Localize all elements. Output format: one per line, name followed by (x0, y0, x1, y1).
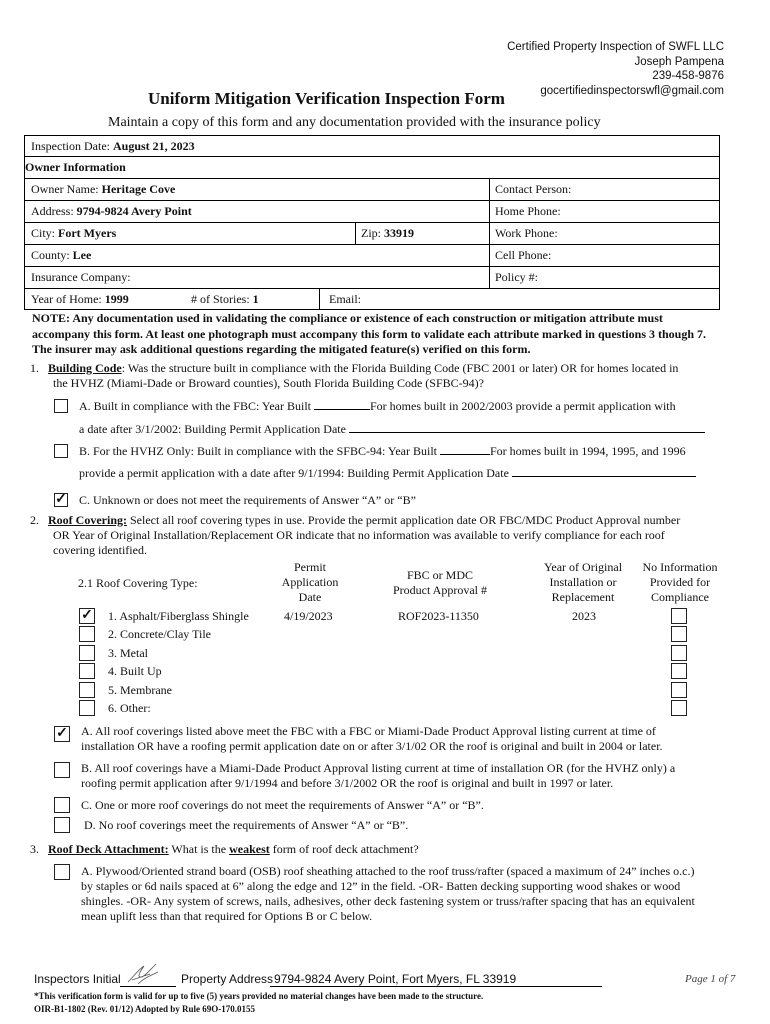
q2-a-line2: installation OR have a roofing permit application date on or after 3/1/02 OR the roof is original and built in 2004 or later. (81, 739, 663, 753)
q1-c-checkbox[interactable]: ✓ (55, 492, 67, 507)
city-field[interactable]: City: Fort Myers (31, 225, 117, 240)
address-row (25, 200, 719, 223)
validity-note: *This verification form is valid for up to five (5) years provided no material changes have been made to the structure. (34, 991, 484, 1001)
note-text: NOTE: Any documentation used in validating the compliance or existence of each construction or mitigation attribute must accompany this form. At least one photograph must accompany this form to validate each attribute marked in questions 3 though 7. The insurer may ask additional questions regarding the mitigated feature(s) verified on this form. (32, 311, 707, 356)
county-row (25, 244, 719, 267)
roof-type-label: 1. Asphalt/Fiberglass Shingle (108, 609, 249, 623)
no-info-checkbox[interactable] (671, 682, 687, 698)
q1-b-checkbox[interactable] (54, 444, 68, 458)
home-phone-field[interactable]: Home Phone: (495, 203, 561, 218)
q2-b-checkbox[interactable] (54, 762, 70, 778)
q2-c-checkbox[interactable] (54, 797, 70, 813)
no-info-checkbox[interactable] (671, 645, 687, 661)
inspection-date[interactable]: Inspection Date: August 21, 2023 (31, 138, 195, 153)
address-field[interactable]: Address: 9794-9824 Avery Point (31, 203, 192, 218)
owner-information-table (24, 156, 720, 310)
year-row (25, 288, 719, 310)
row1-permit-date: 4/19/2023 (284, 609, 333, 623)
stories-field[interactable]: # of Stories: 1 (191, 291, 259, 306)
owner-name-row (25, 178, 719, 201)
q2-b-line1: B. All roof coverings have a Miami-Dade Product Approval listing current at time of installation OR (for the HVHZ only) a (81, 761, 676, 775)
inspectors-initial-label: Inspectors Initial (34, 972, 121, 986)
company-email: gocertifiedinspectorswfl@gmail.com (540, 84, 724, 97)
q1-a-line1: A. Built in compliance with the FBC: Year Built For homes built in 2002/2003 provide a permit application with (79, 399, 676, 413)
row1-fbc-number: ROF2023-11350 (398, 609, 479, 623)
q3-a-line1: A. Plywood/Oriented strand board (OSB) roof sheathing attached to the roof truss/rafter (spaced a maximum of 24” inches o.c.) (81, 864, 695, 878)
q2-c-line: C. One or more roof coverings do not meet the requirements of Answer “A” or “B”. (81, 798, 484, 812)
q1-a-checkbox[interactable] (54, 399, 68, 413)
inspectors-initial-blank[interactable] (120, 986, 176, 987)
initial-signature-icon (126, 960, 160, 986)
page-number: Page 1 of 7 (685, 973, 736, 985)
q3-a-checkbox[interactable] (54, 864, 70, 880)
q1-b-line1: B. For the HVHZ Only: Built in compliance with the SFBC-94: Year Built For homes built in 1994, 1995, and 1996 (79, 444, 686, 458)
company-person: Joseph Pampena (634, 55, 724, 68)
no-info-checkbox[interactable] (671, 626, 687, 642)
roof-type-checkbox[interactable]: ✓ (79, 608, 95, 624)
roof-type-checkbox[interactable] (79, 645, 95, 661)
company-header (507, 40, 724, 98)
q2-d-checkbox[interactable] (54, 817, 70, 833)
year-original-header: Year of Original Installation or Replacement (543, 560, 623, 604)
roof-type-checkbox[interactable] (79, 700, 95, 716)
q2-b-line2: roofing permit application after 9/1/1994 and before 3/1/2002 OR the roof is original and built in 1997 or later. (81, 776, 614, 790)
owner-name-field[interactable]: Owner Name: Heritage Cove (31, 181, 176, 196)
q1-text: 1. Building Code: Was the structure built in compliance with the Florida Building Code (FBC 2001 or later) OR for homes located in (30, 361, 679, 375)
insurance-company-field[interactable]: Insurance Company: (31, 269, 131, 284)
roof-type-header: 2.1 Roof Covering Type: (78, 576, 198, 590)
property-address-label: Property Address (181, 972, 274, 986)
county-field[interactable]: County: Lee (31, 247, 92, 262)
q3-text: 3. Roof Deck Attachment: What is the weakest form of roof deck attachment? (30, 842, 419, 856)
row1-year: 2023 (572, 609, 596, 623)
q1-c-line: C. Unknown or does not meet the requirements of Answer “A” or “B” (79, 493, 416, 507)
inspection-date-box (24, 135, 720, 157)
property-address-line (270, 986, 602, 987)
insurance-row (25, 266, 719, 289)
company-name: Certified Property Inspection of SWFL LLC (507, 41, 724, 53)
q2-text-2: OR Year of Original Installation/Replacement OR indicate that no information was available to verify compliance for each roof (53, 528, 665, 542)
q3-a-line4: mean uplift less than that required for Options B or C below. (81, 909, 373, 923)
q3-a-line2: by staples or 6d nails spaced at 6” along the edge and 12” in the field. -OR- Batten decking supporting wood shakes or wood (81, 879, 681, 893)
form-id: OIR-B1-1802 (Rev. 01/12) Adopted by Rule 69O-170.0155 (34, 1004, 256, 1014)
owner-section-row (25, 156, 719, 179)
email-field[interactable]: Email: (329, 291, 361, 306)
company-phone: 239-458-9876 (652, 70, 724, 82)
no-info-checkbox[interactable] (671, 608, 687, 624)
roof-type-label: 6. Other: (108, 701, 151, 715)
q2-a-checkbox[interactable]: ✓ (54, 726, 70, 742)
no-information-header: No Information Provided for Compliance (642, 560, 718, 604)
no-info-checkbox[interactable] (671, 700, 687, 716)
property-address-value: 9794-9824 Avery Point, Fort Myers, FL 33919 (274, 972, 517, 986)
zip-field[interactable]: Zip: 33919 (361, 225, 414, 240)
year-of-home-field[interactable]: Year of Home: 1999 (31, 291, 129, 306)
roof-type-label: 3. Metal (108, 646, 148, 660)
q1-text-2: the HVHZ (Miami-Dade or Broward counties), South Florida Building Code (SFBC-94)? (53, 376, 484, 390)
roof-type-checkbox[interactable] (79, 682, 95, 698)
permit-date-header: Permit Application Date (281, 560, 339, 604)
no-info-checkbox[interactable] (671, 663, 687, 679)
q3-a-line3: shingles. -OR- Any system of screws, nails, adhesives, other deck fastening system or truss/rafter spacing that has an equivalent (81, 894, 695, 908)
q1-b-line2: provide a permit application with a date after 9/1/1994: Building Permit Application Date (79, 466, 696, 481)
roof-type-label: 5. Membrane (108, 683, 172, 697)
owner-section-label: Owner Information (25, 159, 126, 174)
q2-text: 2. Roof Covering: Select all roof covering types in use. Provide the permit application date OR FBC/MDC Product Approval number (30, 513, 681, 527)
form-title: Uniform Mitigation Verification Inspection Form (148, 89, 505, 108)
policy-number-field[interactable]: Policy #: (495, 269, 539, 284)
work-phone-field[interactable]: Work Phone: (495, 225, 558, 240)
roof-type-checkbox[interactable] (79, 663, 95, 679)
cell-phone-field[interactable]: Cell Phone: (495, 247, 552, 262)
roof-type-label: 4. Built Up (108, 664, 162, 678)
form-subtitle: Maintain a copy of this form and any documentation provided with the insurance policy (108, 115, 601, 130)
contact-person-field[interactable]: Contact Person: (495, 181, 572, 196)
inspection-date-value: August 21, 2023 (112, 138, 195, 153)
q1-a-line2: a date after 3/1/2002: Building Permit Application Date (79, 422, 705, 437)
q1-a-date-blank[interactable] (349, 432, 705, 433)
q2-d-line: D. No roof coverings meet the requirements of Answer “A” or “B”. (84, 818, 409, 832)
fbc-mdc-header: FBC or MDC Product Approval # (393, 568, 487, 597)
q2-a-line1: A. All roof coverings listed above meet the FBC with a FBC or Miami-Dade Product Approval listing current at time of (81, 724, 656, 738)
roof-type-checkbox[interactable] (79, 626, 95, 642)
city-row (25, 222, 719, 245)
q2-text-3: covering identified. (53, 543, 147, 557)
q1-b-date-blank[interactable] (512, 476, 696, 477)
roof-type-label: 2. Concrete/Clay Tile (108, 627, 211, 641)
